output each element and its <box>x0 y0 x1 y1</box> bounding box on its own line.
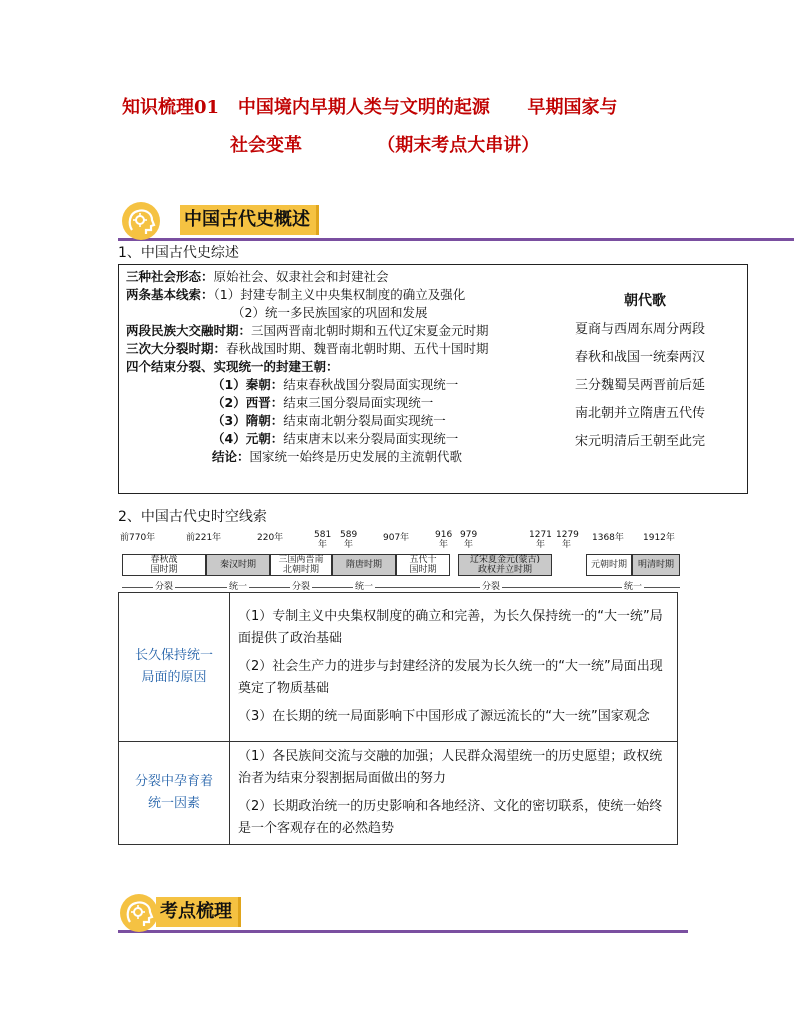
timeline-period <box>458 554 552 576</box>
row-body <box>230 742 678 845</box>
overview-line <box>212 448 462 466</box>
overview-key: 三次大分裂时期： <box>126 341 227 356</box>
overview-value: （2）统一多民族国家的巩固和发展 <box>232 305 428 320</box>
timeline-span-label: 统一 <box>623 582 642 592</box>
poem-title: 朝代歌 <box>624 293 666 309</box>
row-body <box>230 593 678 742</box>
list-item: （2）社会生产力的进步与封建经济的发展为长久统一的“大一统”局面出现奠定了物质基础 <box>238 659 663 696</box>
timeline-span <box>206 582 270 592</box>
timeline-span-label: 分裂 <box>481 582 500 592</box>
overview-line <box>126 358 339 376</box>
timeline-year: 年 <box>344 540 354 550</box>
section-label-key-points: 考点梳理 <box>156 897 241 927</box>
timeline-span-label: 统一 <box>354 582 373 592</box>
timeline-period-label: 国时期 <box>150 565 178 575</box>
overview-line <box>212 376 458 394</box>
timeline-span-label: 统一 <box>228 582 247 592</box>
overview-key: 两段民族大交融时期： <box>126 323 252 338</box>
subheading-overview: 1、中国古代史综述 <box>118 245 239 261</box>
overview-value: 结束春秋战国分裂局面实现统一 <box>283 377 459 392</box>
overview-value: 原始社会、奴隶社会和封建社会 <box>213 269 389 284</box>
overview-value: 春秋战国时期、魏晋南北朝时期、五代十国时期 <box>226 341 489 356</box>
overview-key: 四个结束分裂、实现统一的封建王朝： <box>126 359 339 374</box>
timeline-span <box>270 582 332 592</box>
overview-key: （4）元朝： <box>212 431 284 446</box>
overview-key: 三种社会形态： <box>126 269 214 284</box>
timeline-year: 1279 <box>556 530 579 540</box>
timeline-period <box>632 554 680 576</box>
overview-value: 结束唐末以来分裂局面实现统一 <box>283 431 459 446</box>
timeline-period-label: 春秋战 <box>150 555 178 565</box>
timeline-year: 年 <box>464 540 474 550</box>
timeline-year: 1912年 <box>643 533 675 543</box>
timeline-year: 年 <box>318 540 328 550</box>
timeline-period-label: 国时期 <box>409 565 437 575</box>
overview-key: （1）秦朝： <box>212 377 284 392</box>
timeline-period <box>332 554 396 576</box>
overview-line <box>212 412 446 430</box>
timeline-year: 前770年 <box>120 533 156 543</box>
row-head <box>119 593 230 742</box>
overview-value: 国家统一始终是历史发展的主流朝代歌 <box>249 449 463 464</box>
page-title-line1: 知识梳理01 中国境内早期人类与文明的起源 早期国家与 <box>122 97 618 118</box>
list-item: （3）在长期的统一局面影响下中国形成了源远流长的“大一统”国家观念 <box>238 709 650 724</box>
section-divider <box>118 238 794 241</box>
overview-line <box>126 286 465 304</box>
overview-value: 结束南北朝分裂局面实现统一 <box>283 413 446 428</box>
list-item: （2）长期政治统一的历史影响和各地经济、文化的密切联系，使统一始终是一个客观存在的必然趋势 <box>238 799 663 836</box>
overview-value: 结束三国分裂局面实现统一 <box>283 395 434 410</box>
timeline-period-label: 秦汉时期 <box>219 560 256 570</box>
timeline-span-label: 分裂 <box>154 582 173 592</box>
timeline-period-label: 五代十 <box>409 555 437 565</box>
overview-line <box>126 268 389 286</box>
timeline-year: 年 <box>536 540 546 550</box>
overview-value: 三国两晋南北朝时期和五代辽宋夏金元时期 <box>251 323 489 338</box>
subheading-timeline: 2、中国古代史时空线索 <box>118 509 267 525</box>
timeline-year: 979 <box>460 530 478 540</box>
timeline-year: 年 <box>562 540 572 550</box>
timeline-year: 589 <box>340 530 358 540</box>
row-head <box>119 742 230 845</box>
timeline-period <box>206 554 270 576</box>
timeline-year: 1271 <box>529 530 552 540</box>
list-item: （1）专制主义中央集权制度的确立和完善，为长久保持统一的“大一统”局面提供了政治基础 <box>238 609 663 646</box>
timeline-year: 581 <box>314 530 332 540</box>
poem-line: 夏商与西周东周分两段 <box>575 322 706 337</box>
timeline-span <box>396 582 586 592</box>
timeline-year: 907年 <box>383 533 410 543</box>
section-divider <box>118 930 688 933</box>
brain-gear-icon <box>118 892 160 934</box>
row-head-text: 长久保持统一局面的原因 <box>134 648 213 685</box>
overview-line <box>126 322 489 340</box>
overview-key: 两条基本线索： <box>126 287 214 302</box>
overview-key: 结论： <box>212 449 250 464</box>
overview-key: （3）隋朝： <box>212 413 284 428</box>
timeline-year: 220年 <box>257 533 284 543</box>
timeline-year: 916 <box>435 530 453 540</box>
poem-line: 宋元明清后王朝至此完 <box>575 434 706 449</box>
timeline-period-label: 隋唐时期 <box>345 560 382 570</box>
overview-value: （1）封建专制主义中央集权制度的确立及强化 <box>213 287 466 302</box>
timeline-period <box>122 554 206 576</box>
row-head-text: 分裂中孕育着统一因素 <box>134 774 213 811</box>
timeline-span <box>586 582 680 592</box>
overview-line <box>212 394 433 412</box>
timeline-year: 前221年 <box>186 533 222 543</box>
poem-line: 三分魏蜀吴两晋前后延 <box>575 378 706 393</box>
section-label-overview: 中国古代史概述 <box>180 205 319 235</box>
timeline-period-label: 元朝时期 <box>590 560 627 570</box>
poem-line: 春秋和战国一统秦两汉 <box>575 350 706 365</box>
overview-line <box>212 430 458 448</box>
timeline-period-label: 明清时期 <box>637 560 674 570</box>
page-title-line2: 社会变革 （期末考点大串讲） <box>230 135 540 156</box>
timeline-span-label: 分裂 <box>291 582 310 592</box>
timeline-span <box>332 582 396 592</box>
list-item: （1）各民族间交流与交融的加强；人民群众渴望统一的历史愿望；政权统治者为结束分裂割据局面做出的努力 <box>238 749 663 786</box>
timeline-period-label: 政权并立时期 <box>477 565 532 575</box>
poem-line: 南北朝并立隋唐五代传 <box>575 406 706 421</box>
timeline-period-label: 三国两晋南 <box>278 555 324 565</box>
table-row <box>119 742 678 845</box>
timeline-span <box>122 582 206 592</box>
timeline-year: 1368年 <box>592 533 624 543</box>
timeline-period-label: 辽宋夏金元(蒙古) <box>469 555 541 565</box>
timeline-period <box>270 554 332 576</box>
table-row <box>119 593 678 742</box>
timeline-period <box>586 554 632 576</box>
overview-key: （2）西晋： <box>212 395 284 410</box>
overview-line <box>126 340 489 358</box>
timeline-year: 年 <box>439 540 449 550</box>
timeline-period-label: 北朝时期 <box>282 565 319 575</box>
brain-gear-icon <box>120 200 162 242</box>
overview-line <box>232 304 427 322</box>
analysis-table <box>118 592 678 845</box>
timeline-period <box>396 554 450 576</box>
